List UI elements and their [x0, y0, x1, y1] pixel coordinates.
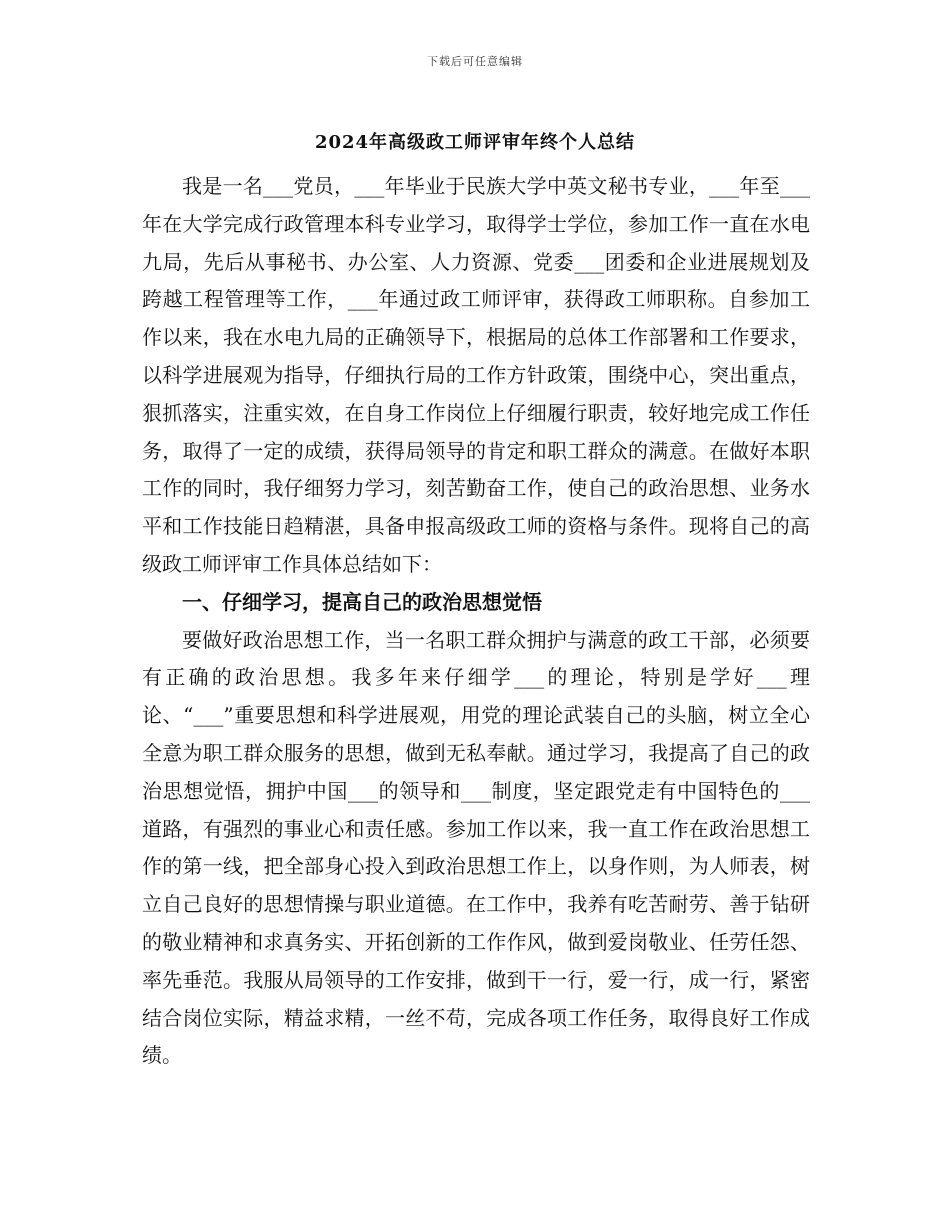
document-title: 2024年高级政工师评审年终个人总结	[314, 132, 636, 153]
section-heading-1: 一、仔细学习，提高自己的政治思想觉悟	[182, 589, 542, 614]
header-note: 下载后可任意编辑	[427, 55, 523, 68]
paragraph-section-1: 要做好政治思想工作，当一名职工群众拥护与满意的政工干部，必须要有正确的政治思想。我多年来仔细学___的理论，特别是学好___理论、“___”重要思想和科学进展观，用党的理论武装自己的头脑，树立全心全意为职工群众服务的思想，做到无私奉献。通过学习，我提高了自己的政治思想觉悟，拥护中国___的领导和___制度，坚定跟党走有中国特色的___道路，有强烈的事业心和责任感。参加工作以来，我一直工作在政治思想工作的第一线，把全部身心投入到政治思想工作上，以身作则，为人师表，树立自己良好的思想情操与职业道德。在工作中，我养有吃苦耐劳、善于钻研的敬业精神和求真务实、开拓创新的工作作风，做到爱岗敬业、任劳任怨、率先垂范。我服从局领导的工作安排，做到干一行，爱一行，成一行，紧密结合岗位实际，精益求精，一丝不苟，完成各项工作任务，取得良好工作成绩。	[142, 627, 810, 1068]
paragraph-intro: 我是一名___党员，___年毕业于民族大学中英文秘书专业，___年至___年在大学完成行政管理本科专业学习，取得学士学位，参加工作一直在水电九局，先后从事秘书、办公室、人力资源、党委___团委和企业进展规划及跨越工程管理等工作，___年通过政工师评审，获得政工师职称。自参加工作以来，我在水电九局的正确领导下，根据局的总体工作部署和工作要求，以科学进展观为指导，仔细执行局的工作方针政策，围绕中心，突出重点，狠抓落实，注重实效，在自身工作岗位上仔细履行职责，较好地完成工作任务，取得了一定的成绩，获得局领导的肯定和职工群众的满意。在做好本职工作的同时，我仔细努力学习，刻苦勤奋工作，使自己的政治思想、业务水平和工作技能日趋精湛，具备申报高级政工师的资格与条件。现将自己的高级政工师评审工作具体总结如下：	[142, 174, 810, 576]
document-body	[142, 168, 810, 1075]
